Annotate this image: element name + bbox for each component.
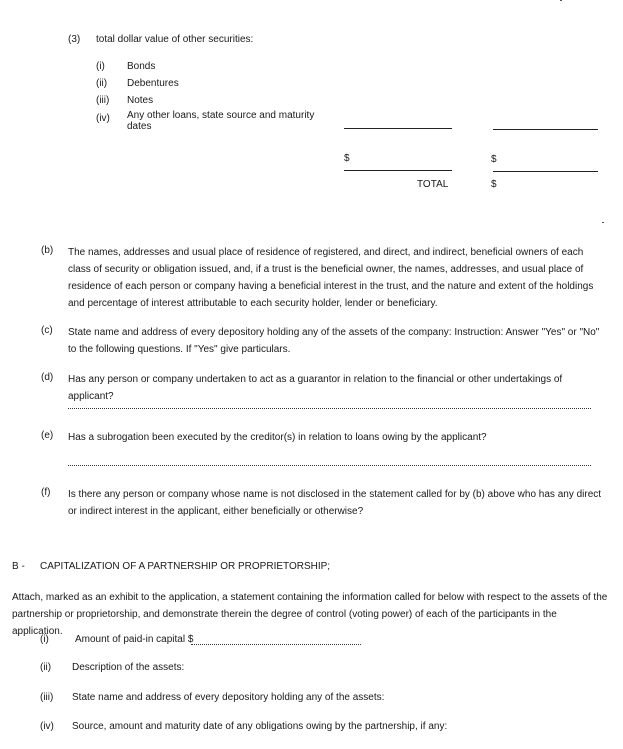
section-b-intro: Attach, marked as an exhibit to the application, a statement containing the information called for below with respect to the assets of the partnership or proprietorship, and demonstrate therein the degree of control (voting power) of each of the participants in the application. [12,592,608,637]
question-c-text: State name and address of every depository holding any of the assets of the company: Instruction: Answer "Yes" or "No" to the following questions. If "Yes" give particulars. [68,327,600,355]
amount-line-right-1[interactable] [493,129,598,130]
section-b-item-iii-label: State name and address of every depository holding any of the assets: [72,692,385,703]
question-f-text: Is there any person or company whose name is not disclosed in the statement called for by (b) above who has any direct or indirect interest in the applicant, either beneficially or otherwise? [68,489,602,517]
scan-speck [560,0,562,1]
subitem-i-label: Bonds [127,61,156,72]
subitem-ii-number: (ii) [96,78,108,89]
dollar-sign-left: $ [344,153,350,164]
subitem-iii-number: (iii) [96,95,110,106]
paid-in-capital-line[interactable] [191,644,361,645]
section-b-item-iv-label: Source, amount and maturity date of any obligations owing by the partnership, if any: [72,721,448,732]
subitem-iii-label: Notes [127,95,154,106]
section-b-prefix: B - [12,561,25,572]
question-e-text: Has a subrogation been executed by the creditor(s) in relation to loans owing by the applicant? [68,432,487,443]
question-d-text: Has any person or company undertaken to act as a guarantor in relation to the financial or other undertakings of applicant? [68,374,563,402]
amount-line-left-1[interactable] [344,128,452,129]
question-d-number: (d) [41,372,54,383]
answer-line-e[interactable] [68,465,591,466]
question-b-text: The names, addresses and usual place of residence of registered, and direct, and indirect, beneficial owners of each class of security or obligation issued, and, if a trust is the beneficial owner, the names, addresses, and usual place of residence of each person or company having a beneficial interest in the trust, and the nature and extent of the holdings and percentage of interest attributable to each security holder, lender or beneficiary. [68,247,594,309]
subitem-iv-label: Any other loans, state source and maturity dates [127,110,315,132]
question-c-number: (c) [41,325,53,336]
section-b-item-i-number: (i) [40,634,49,645]
question-b-number: (b) [41,245,54,256]
subitem-ii-label: Debentures [127,78,179,89]
item-3-label: total dollar value of other securities: [96,34,254,45]
item-3-number: (3) [68,34,81,45]
scan-speck [602,222,604,223]
dollar-sign-right: $ [491,154,497,165]
total-dollar-sign: $ [491,179,497,190]
total-label: TOTAL [417,179,449,190]
answer-line-d[interactable] [68,408,591,409]
amount-line-left-2[interactable] [344,170,452,171]
section-b-item-ii-number: (ii) [40,662,52,673]
subitem-iv-number: (iv) [96,113,110,124]
section-b-item-iii-number: (iii) [40,692,54,703]
section-b-item-iv-number: (iv) [40,721,54,732]
section-b-item-i-label: Amount of paid-in capital $ [75,634,194,645]
subitem-i-number: (i) [96,61,105,72]
question-e-number: (e) [41,430,54,441]
section-b-item-ii-label: Description of the assets: [72,662,185,673]
question-f-number: (f) [41,487,51,498]
section-b-heading: CAPITALIZATION OF A PARTNERSHIP OR PROPRIETORSHIP; [40,561,331,572]
amount-line-right-2[interactable] [493,171,598,172]
